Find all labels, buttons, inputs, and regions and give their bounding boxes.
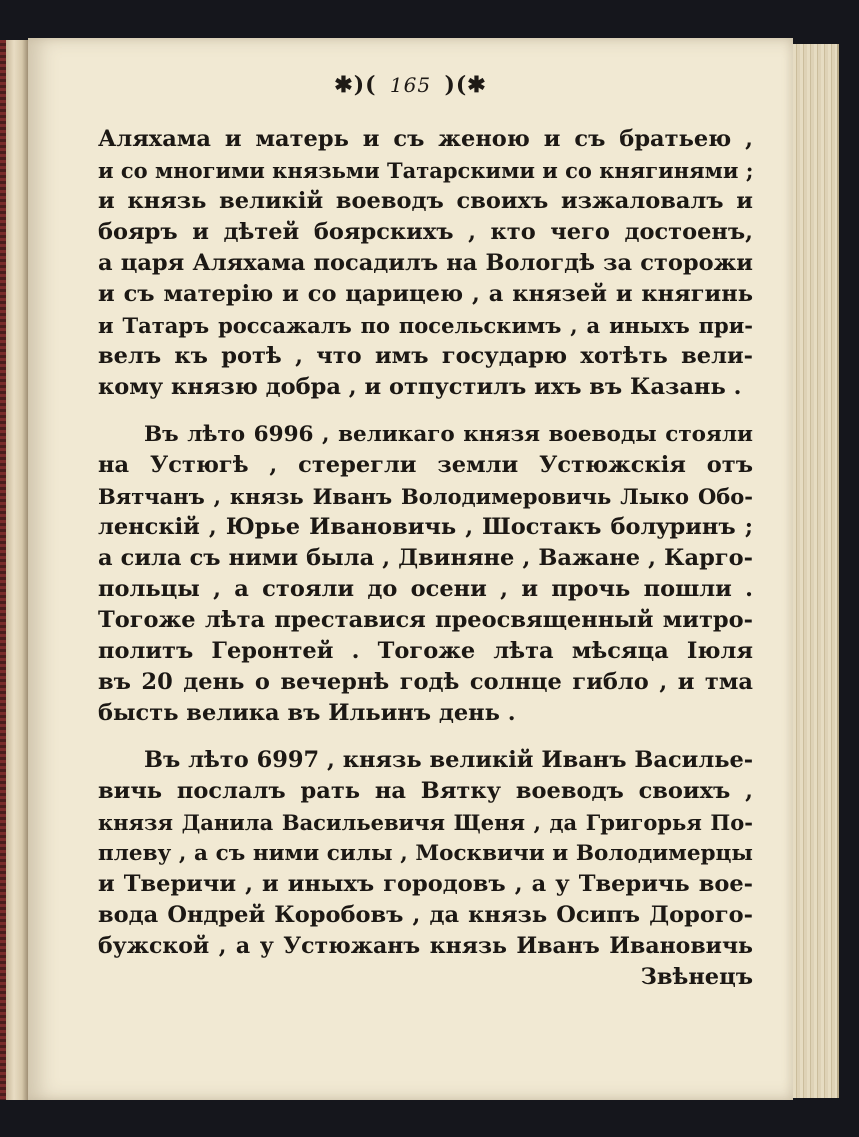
left-page-edge bbox=[0, 40, 28, 1100]
paragraph bbox=[98, 745, 753, 993]
text-line: князя Данила Васильевичя Щеня , да Григорья По- bbox=[98, 810, 753, 835]
text-line: политъ Геронтей . Тогоже лѣта мѣсяца Іюля bbox=[98, 638, 753, 664]
text-line: Аляхама и матерь и съ женою и съ братьею , bbox=[98, 126, 753, 152]
text-line: Въ лѣто 6996 , великаго князя воеводы стояли bbox=[144, 422, 753, 447]
text-line: плеву , а съ ними силы , Москвичи и Володимерцы bbox=[98, 841, 753, 866]
text-line: вода Ондрей Коробовъ , да князь Осипъ Дорого- bbox=[98, 902, 753, 928]
paragraph bbox=[98, 419, 753, 729]
body-text bbox=[98, 124, 753, 1009]
book-page bbox=[28, 38, 793, 1100]
text-line: а царя Аляхама посадилъ на Вологдѣ за сторожи bbox=[98, 250, 753, 276]
page-number: 165 bbox=[389, 73, 432, 97]
ornament-right: )(✱ bbox=[444, 72, 487, 98]
text-line: и князь великій воеводъ своихъ изжаловалъ и bbox=[98, 188, 753, 214]
text-line: кому князю добра , и отпустилъ ихъ въ Казань . bbox=[98, 374, 742, 400]
text-line: Въ лѣто 6997 , князь великій Иванъ Василье- bbox=[144, 747, 754, 773]
text-line: въ 20 день о вечернѣ годѣ солнце гибло , и тма bbox=[98, 669, 753, 695]
page-stack-edge bbox=[793, 44, 839, 1098]
text-line: вичь послалъ рать на Вятку воеводъ своихъ , bbox=[98, 778, 753, 804]
paragraph bbox=[98, 124, 753, 403]
running-head bbox=[28, 72, 793, 98]
text-line: польцы , а стояли до осени , и прочь пошли . bbox=[98, 576, 753, 602]
text-line: Тогоже лѣта преставися преосвященный митро- bbox=[98, 607, 753, 633]
text-line: бысть велика въ Ильинъ день . bbox=[98, 700, 516, 726]
text-line: ленскій , Юрье Ивановичь , Шостакъ болyринъ ; bbox=[98, 514, 753, 540]
text-line: на Устюгѣ , стерегли земли Устюжскія отъ bbox=[98, 452, 753, 478]
text-line: и Татаръ россажалъ по посельскимъ , а иныхъ при- bbox=[98, 313, 753, 338]
text-line: и съ матерію и со царицею , а князей и княгинь bbox=[98, 281, 753, 307]
text-line: а сила съ ними была , Двиняне , Важане , Карго- bbox=[98, 545, 753, 571]
text-line: и Тверичи , и иныхъ городовъ , а у Тверичь вое- bbox=[98, 871, 753, 897]
text-line: бужской , а у Устюжанъ князь Иванъ Ивановичь bbox=[98, 933, 753, 959]
text-line: бояръ и дѣтей боярскихъ , кто чего достоенъ, bbox=[98, 219, 753, 245]
ornament-left: ✱)( bbox=[334, 72, 377, 98]
text-line: велъ къ ротѣ , что имъ государю хотѣть вели- bbox=[98, 343, 753, 369]
text-line: Вятчанъ , князь Иванъ Володимеровичь Лыко Обо- bbox=[98, 484, 753, 509]
catchword: Звѣнецъ bbox=[640, 964, 753, 990]
text-line: и со многими князьми Татарскими и со княгинями ; bbox=[98, 158, 754, 183]
